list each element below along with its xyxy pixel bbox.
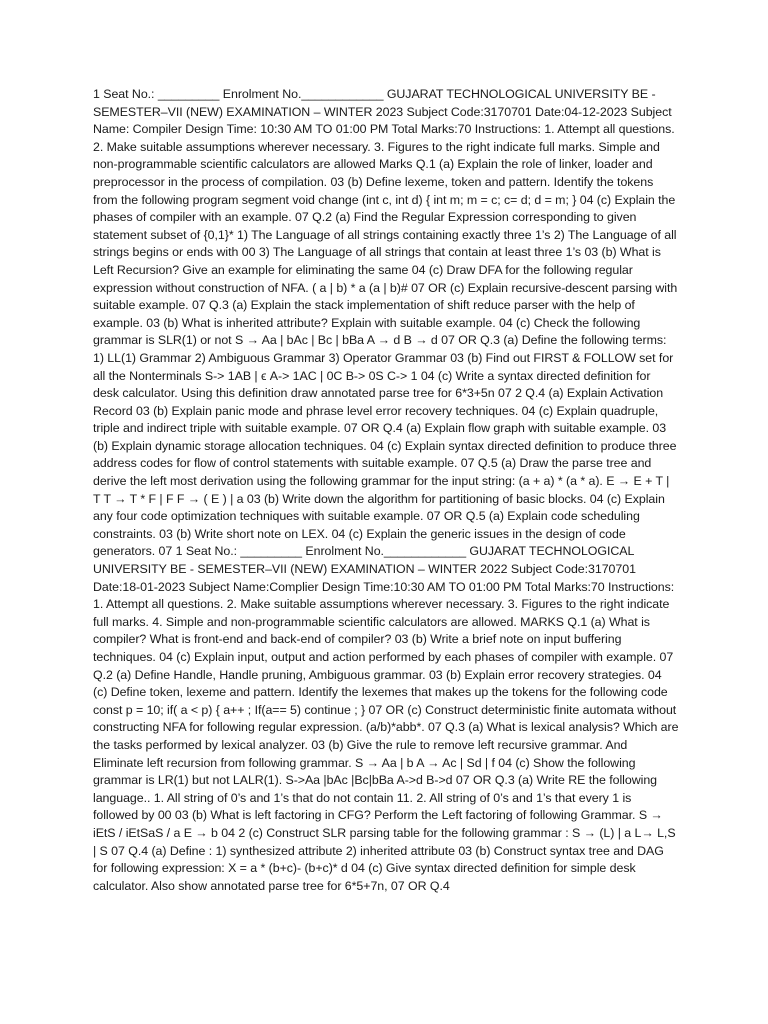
document-body-text: 1 Seat No.: _________ Enrolment No.____________ GUJARAT TECHNOLOGICAL UNIVERSITY BE - SEMESTER–VII (NEW) EXAMINATION – WINTER 2023 Subject Code:3170701 Date:04-12-2023 Subject Name: Compiler Design Time: 10:30 AM TO 01:00 PM Total Marks:70 Instructions: 1. Attempt all questions. 2. Make suitable assumptions wherever necessary. 3. Figures to the right indicate full marks. Simple and non-programmable scientific calculators are allowed Marks Q.1 (a) Explain the role of linker, loader and preprocessor in the process of compilation. 03 (b) Define lexeme, token and pattern. Identify the tokens from the following program segment void change (int c, int d) { int m; m = c; c= d; d = m; } 04 (c) Explain the phases of compiler with an example. 07 Q.2 (a) Find the Regular Expression corresponding to given statement subset of {0,1}* 1) The Language of all strings containing exactly three 1’s 2) The Language of all strings begins or ends with 00 3) The Language of all strings that contain at least three 1’s 03 (b) What is Left Recursion? Give an example for eliminating the same 04 (c) Draw DFA for the following regular expression without construction of NFA. ( a | b) * a (a | b)# 07 OR (c) Explain recursive-descent parsing with suitable example. 07 Q.3 (a) Explain the stack implementation of shift reduce parser with the help of example. 03 (b) What is inherited attribute? Explain with suitable example. 04 (c) Check the following grammar is SLR(1) or not S → Aa | bAc | Bc | bBa A → d B → d 07 OR Q.3 (a) Define the following terms: 1) LL(1) Grammar 2) Ambiguous Grammar 3) Operator Grammar 03 (b) Find out FIRST & FOLLOW set for all the Nonterminals S-> 1AB | ϵ A-> 1AC | 0C B-> 0S C-> 1 04 (c) Write a syntax directed definition for desk calculator. Using this definition draw annotated parse tree for 6*3+5n 07 2 Q.4 (a) Explain Activation Record 03 (b) Explain panic mode and phrase level error recovery techniques. 04 (c) Explain quadruple, triple and indirect triple with suitable example. 07 OR Q.4 (a) Explain flow graph with suitable example. 03 (b) Explain dynamic storage allocation techniques. 04 (c) Explain syntax directed definition to produce three address codes for flow of control statements with suitable example. 07 Q.5 (a) Draw the parse tree and derive the left most derivation using the following grammar for the input string: (a + a) * (a * a). E → E + T | T T → T * F | F F → ( E ) | a 03 (b) Write down the algorithm for partitioning of basic blocks. 04 (c) Explain any four code optimization techniques with suitable example. 07 OR Q.5 (a) Explain code scheduling constraints. 03 (b) Write short note on LEX. 04 (c) Explain the generic issues in the design of code generators. 07 1 Seat No.: _________ Enrolment No.____________ GUJARAT TECHNOLOGICAL UNIVERSITY BE - SEMESTER–VII (NEW) EXAMINATION – WINTER 2022 Subject Code:3170701 Date:18-01-2023 Subject Name:Complier Design Time:10:30 AM TO 01:00 PM Total Marks:70 Instructions: 1. Attempt all questions. 2. Make suitable assumptions wherever necessary. 3. Figures to the right indicate full marks. 4. Simple and non-programmable scientific calculators are allowed. MARKS Q.1 (a) What is compiler? What is front-end and back-end of compiler? 03 (b) Write a brief note on input buffering techniques. 04 (c) Explain input, output and action performed by each phases of compiler with example. 07 Q.2 (a) Define Handle, Handle pruning, Ambiguous grammar. 03 (b) Explain error recovery strategies. 04 (c) Define token, lexeme and pattern. Identify the lexemes that makes up the tokens for the following code const p = 10; if( a < p) { a++ ; If(a== 5) continue ; } 07 OR (c) Construct deterministic finite automata without constructing NFA for following regular expression. (a/b)*abb*. 07 Q.3 (a) What is lexical analysis? Which are the tasks performed by lexical analyzer. 03 (b) Give the rule to remove left recursive grammar. And Eliminate left recursion from following grammar. S → Aa | b A → Ac | Sd | f 04 (c) Show the following grammar is LR(1) but not LALR(1). S->Aa |bAc |Bc|bBa A->d B->d 07 OR Q.3 (a) Write RE the following language.. 1. All string of 0’s and 1’s that do not contain 11. 2. All string of 0’s and 1’s that every 1 is followed by 00 03 (b) What is left factoring in CFG? Perform the Left factoring of following Grammar. S → iEtS / iEtSaS / a E → b 04 2 (c) Construct SLR parsing table for the following grammar : S → (L) | a L→ L,S | S 07 Q.4 (a) Define : 1) synthesized attribute 2) inherited attribute 03 (b) Construct syntax tree and DAG for following expression: X = a * (b+c)- (b+c)* d 04 (c) Give syntax directed definition for simple desk calculator. Also show annotated parse tree for 6*5+7n, 07 OR Q.4 bbox=[93, 87, 679, 893]
document-page bbox=[93, 86, 679, 895]
